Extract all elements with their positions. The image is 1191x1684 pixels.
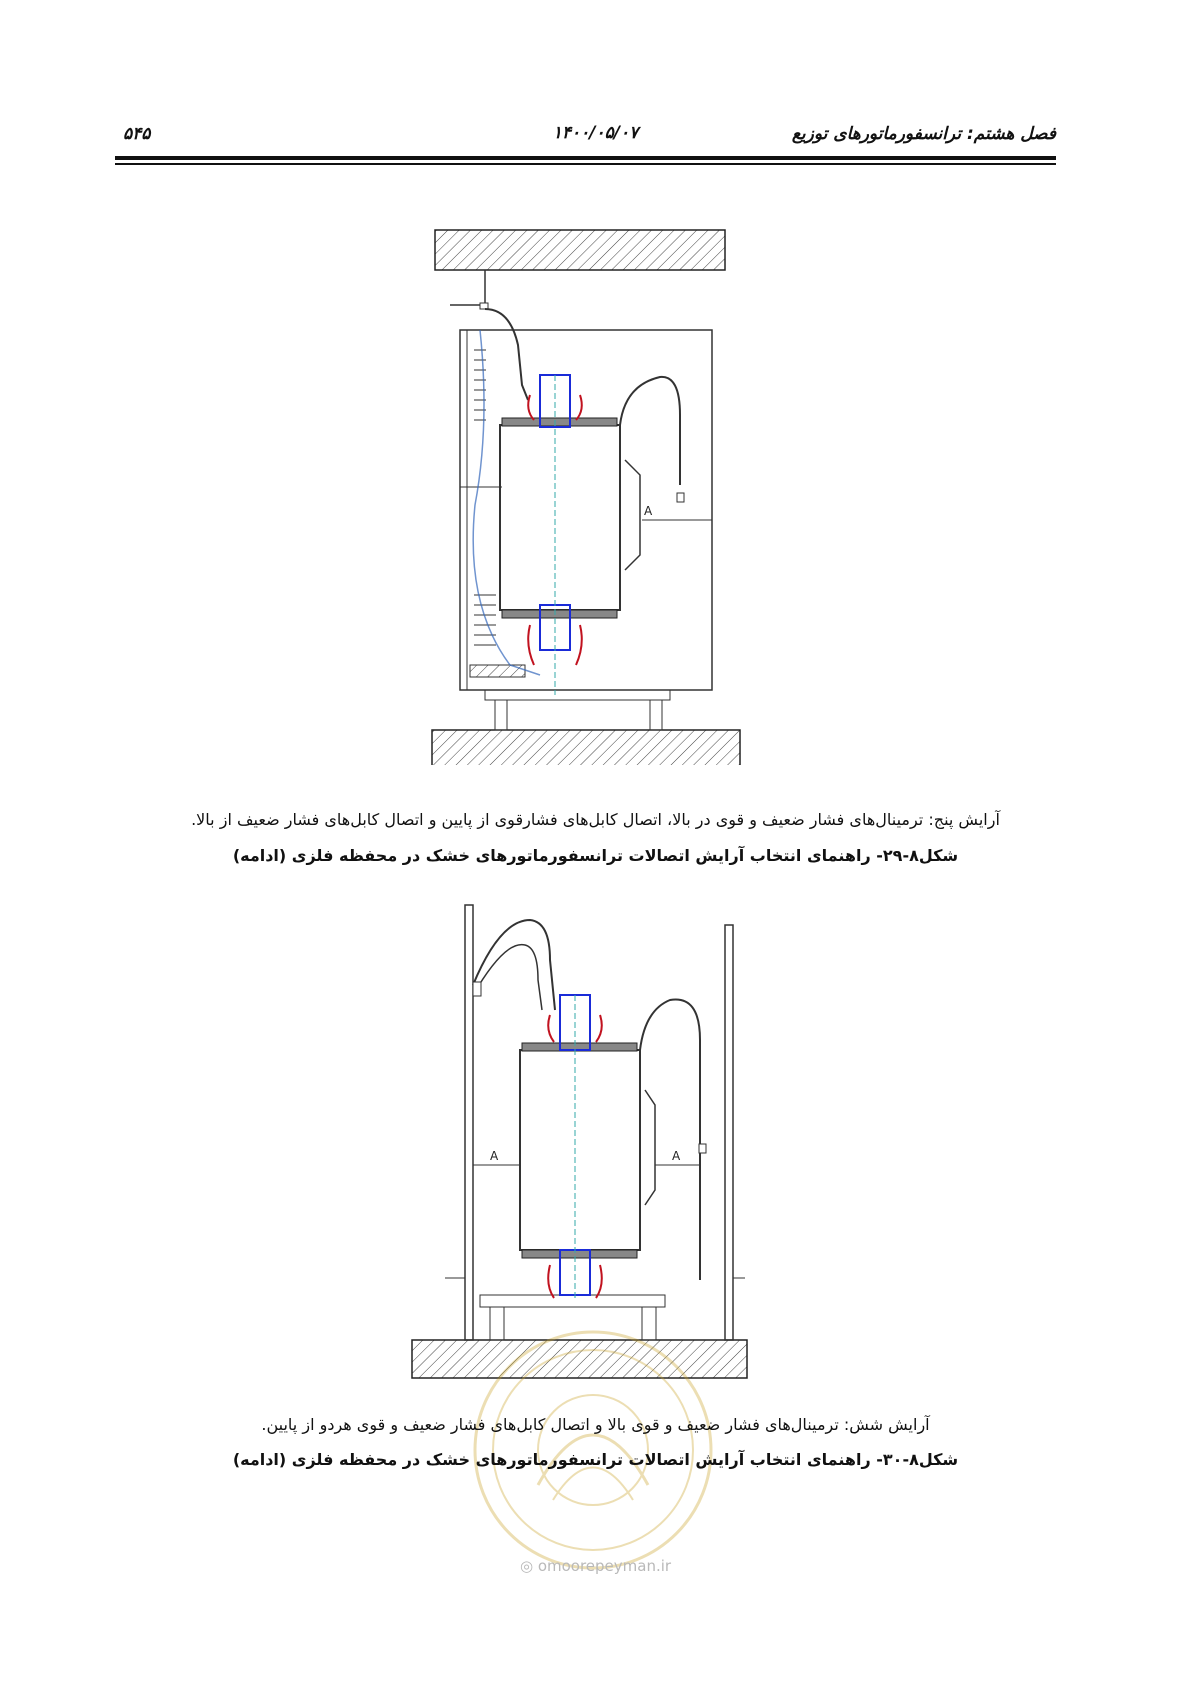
watermark-site: omoorepeyman.ir xyxy=(537,1557,672,1575)
dimension-label-a-left: A xyxy=(490,1149,499,1163)
transformer-core xyxy=(520,1050,640,1250)
figure-30-description: آرایش شش: ترمینال‌های فشار ضعیف و قوی بالا و اتصال کابل‌های فشار ضعیف و قوی هردو از پایین. xyxy=(261,1415,930,1434)
dimension-label-a-right: A xyxy=(672,1149,681,1163)
running-header-date: ۱۴۰۰/۰۵/۰۷ xyxy=(552,123,639,143)
figure-29-description: آرایش پنج: ترمینال‌های فشار ضعیف و قوی در بالا، اتصال کابل‌های فشارقوی از پایین و اتصال کابل‌های فشار ضعیف از بالا. xyxy=(191,810,1000,829)
transformer-core xyxy=(500,425,620,610)
floor-slab xyxy=(432,730,740,765)
figure-30-caption: شکل۸-۳۰- راهنمای انتخاب آرایش اتصالات ترانسفورماتورهای خشک در محفظه فلزی (ادامه) xyxy=(232,1450,959,1469)
header-rule-thick xyxy=(115,156,1056,160)
header-rule-thin xyxy=(115,163,1056,165)
page-number: ۵۴۵ xyxy=(123,124,151,144)
figure-30-drawing xyxy=(410,900,755,1380)
figure-29-drawing xyxy=(430,225,750,765)
running-header-chapter: فصل هشتم: ترانسفورماتورهای توزیع xyxy=(791,124,1056,144)
dimension-label-a: A xyxy=(644,504,653,518)
watermark-site-text xyxy=(0,1557,1191,1575)
figure-29-caption: شکل۸-۲۹- راهنمای انتخاب آرایش اتصالات ترانسفورماتورهای خشک در محفظه فلزی (ادامه) xyxy=(232,846,959,865)
ceiling-slab xyxy=(435,230,725,270)
instagram-icon: ◎ xyxy=(519,1557,534,1575)
right-wall xyxy=(725,925,733,1340)
left-wall xyxy=(465,905,473,1340)
